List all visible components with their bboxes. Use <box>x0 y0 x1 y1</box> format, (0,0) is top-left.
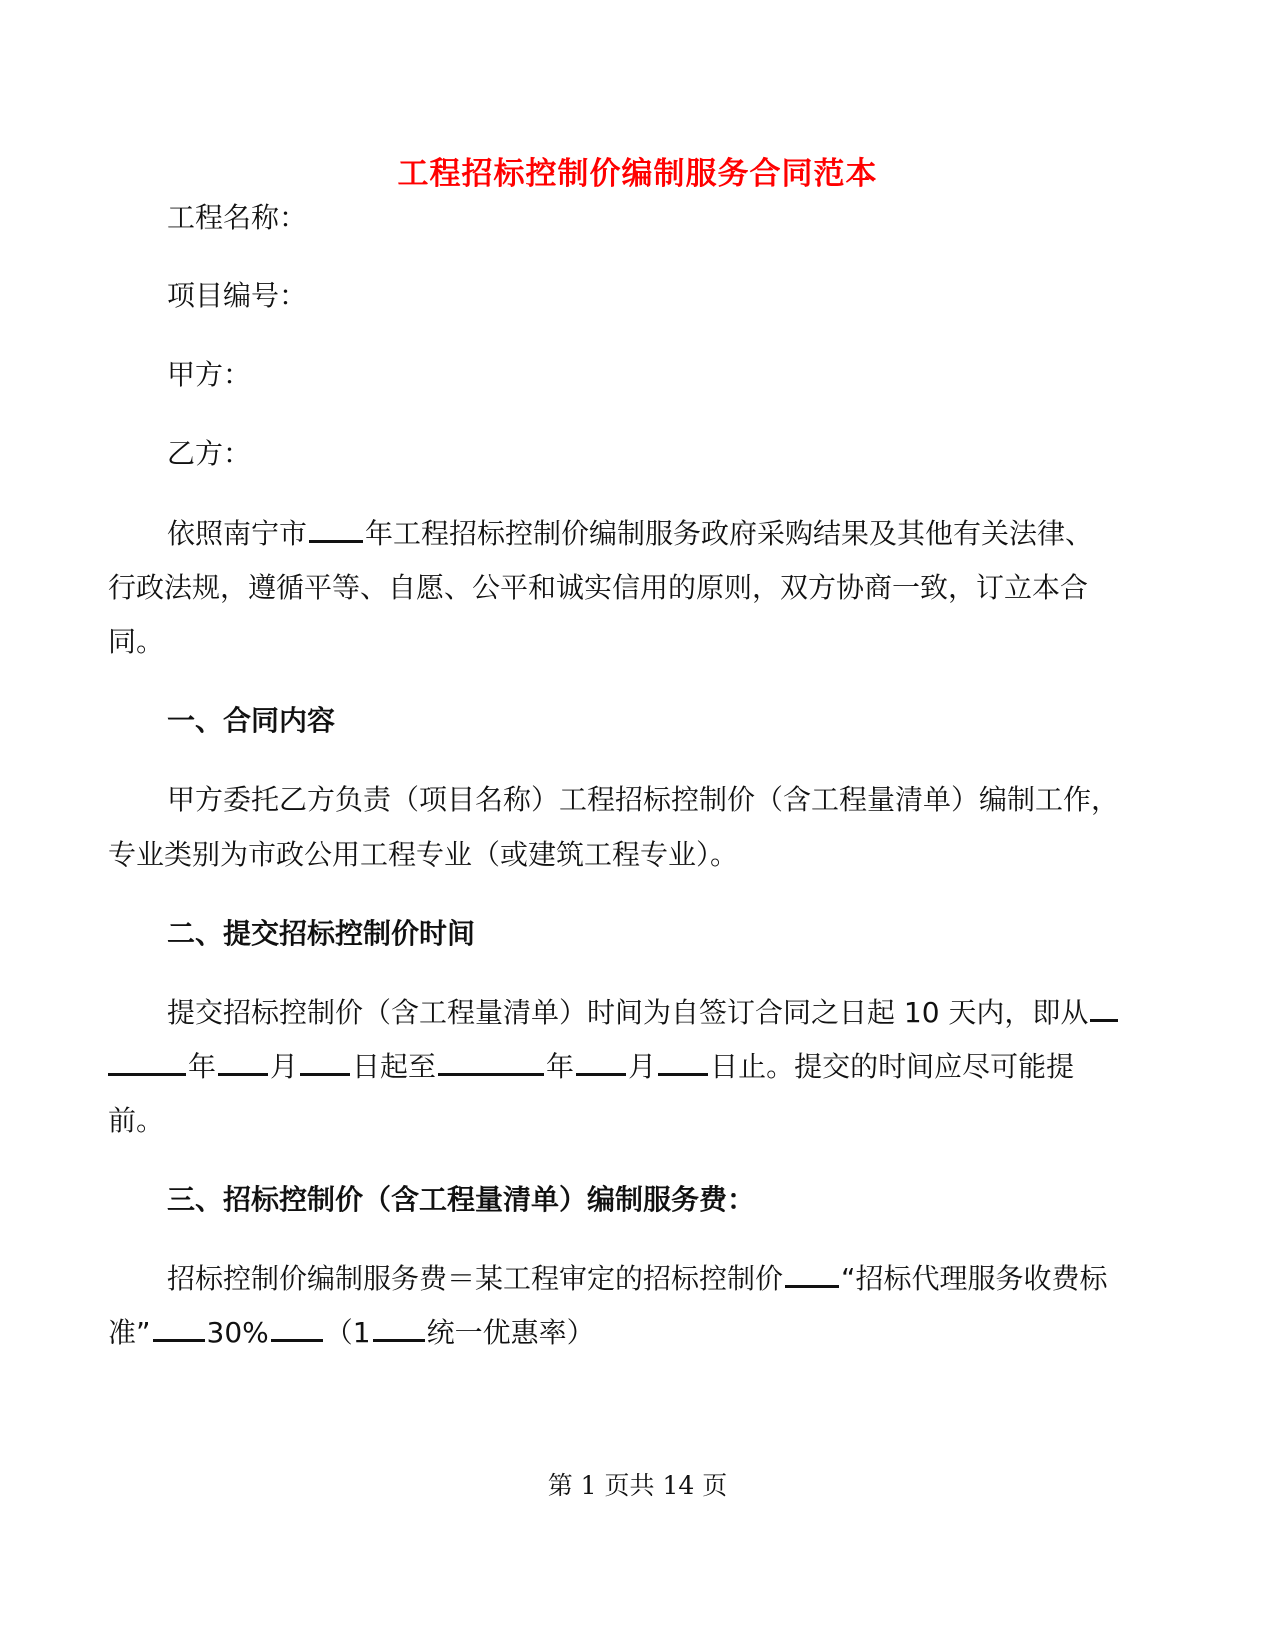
fee-standard-text: “招标代理服务收费标 <box>841 1262 1108 1295</box>
field-party-b: 乙方： <box>167 437 252 470</box>
section-2-heading: 二、提交招标控制价时间 <box>167 917 476 950</box>
fee-formula-text: 招标控制价编制服务费＝某工程审定的招标控制价 <box>167 1262 784 1295</box>
field-project-name: 工程名称： <box>167 201 308 234</box>
month2-label: 月 <box>628 1050 657 1083</box>
day-from-label: 日起至 <box>352 1050 437 1083</box>
standard-close-text: 准” <box>108 1316 151 1349</box>
section-2-text: 提交招标控制价（含工程量清单）时间为自签订合同之日起 10 天内，即从 <box>167 996 1089 1029</box>
section-1-heading: 一、合同内容 <box>167 704 336 737</box>
intro-line-1 <box>167 514 1093 554</box>
blank-line <box>1090 995 1118 1022</box>
blank-line <box>153 1315 205 1342</box>
blank-line <box>658 1049 708 1076</box>
intro-text-b: 年工程招标控制价编制服务政府采购结果及其他有关法律、 <box>365 517 1094 550</box>
blank-line <box>309 516 363 543</box>
blank-line <box>108 1049 186 1076</box>
section-2-line-1 <box>167 993 1120 1033</box>
day-to-label: 日止。提交的时间应尽可能提 <box>710 1050 1075 1083</box>
section-1-line-1: 甲方委托乙方负责（项目名称）工程招标控制价（含工程量清单）编制工作， <box>167 783 1120 816</box>
section-2-line-2 <box>108 1047 1074 1087</box>
section-1-line-2: 专业类别为市政公用工程专业（或建筑工程专业）。 <box>108 838 739 871</box>
blank-line <box>271 1315 323 1342</box>
document-title: 工程招标控制价编制服务合同范本 <box>397 156 878 192</box>
intro-text-a: 依照南宁市 <box>167 517 308 550</box>
section-3-heading: 三、招标控制价（含工程量清单）编制服务费： <box>167 1183 756 1216</box>
blank-line <box>438 1049 544 1076</box>
discount-text: 统一优惠率） <box>426 1316 595 1349</box>
section-2-line-3: 前。 <box>108 1104 165 1137</box>
section-3-line-2 <box>108 1313 595 1353</box>
intro-line-2: 行政法规，遵循平等、自愿、公平和诚实信用的原则，双方协商一致，订立本合 <box>108 571 1089 604</box>
blank-line <box>218 1049 268 1076</box>
page-number-footer: 第 1 页共 14 页 <box>547 1471 728 1500</box>
month-label: 月 <box>270 1050 299 1083</box>
blank-line <box>373 1315 425 1342</box>
field-project-number: 项目编号： <box>167 279 308 312</box>
field-party-a: 甲方： <box>167 358 252 391</box>
rate-value: 30% <box>206 1316 269 1349</box>
section-3-line-1 <box>167 1259 1108 1299</box>
blank-line <box>576 1049 626 1076</box>
year-label: 年 <box>188 1050 217 1083</box>
intro-line-3: 同。 <box>108 625 165 658</box>
blank-line <box>785 1261 839 1288</box>
blank-line <box>300 1049 350 1076</box>
year2-label: 年 <box>546 1050 575 1083</box>
discount-open-text: （1 <box>324 1316 371 1349</box>
